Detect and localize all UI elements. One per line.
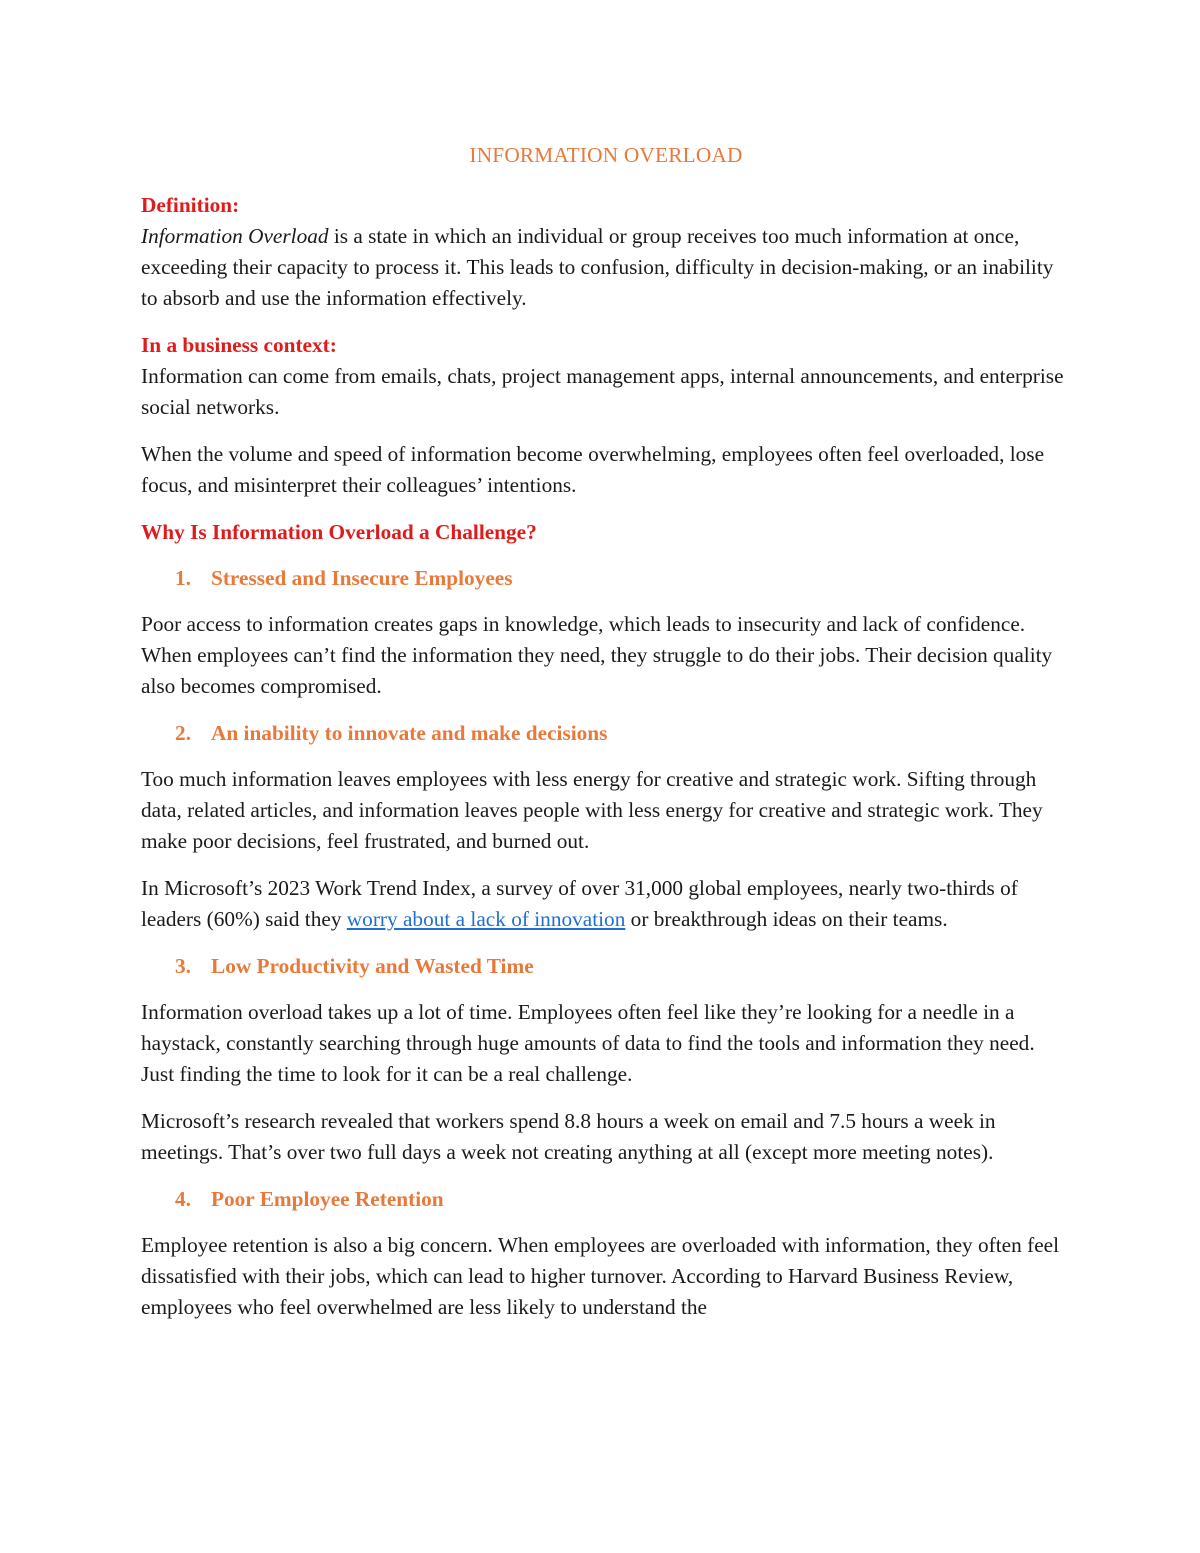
challenge-item-2-paragraph-2: [141, 873, 1071, 935]
challenge-item-3-heading: [141, 951, 1071, 982]
challenge-item-2-heading: [141, 718, 1071, 749]
list-item-title: Stressed and Insecure Employees: [211, 566, 513, 590]
definition-term: Information Overload: [141, 224, 329, 248]
page-title: INFORMATION OVERLOAD: [469, 143, 743, 167]
business-paragraph-2: When the volume and speed of information become overwhelming, employees often feel overloaded, lose focus, and misinterpret their colleagues’ intentions.: [141, 442, 1045, 497]
list-item-title: An inability to innovate and make decisions: [211, 721, 608, 745]
innovation-link[interactable]: worry about a lack of innovation: [346, 907, 626, 931]
paragraph-text-before-link: In Microsoft’s 2023 Work Trend Index, a survey of over 31,000 global employees, nearly two-thirds of leaders (60%) said they: [141, 876, 1018, 931]
list-item-title: Low Productivity and Wasted Time: [211, 954, 534, 978]
list-number: 2.: [175, 721, 191, 745]
challenge-item-1-paragraph: Poor access to information creates gaps in knowledge, which leads to insecurity and lack of confidence. When employees can’t find the information they need, they struggle to do their jobs. Their decision quality also becomes compromised.: [141, 612, 1053, 698]
list-number: 3.: [175, 954, 191, 978]
challenge-item-4-paragraph: Employee retention is also a big concern. When employees are overloaded with information, they often feel dissatisfied with their jobs, which can lead to higher turnover. According to Harvard Business Review, employees who feel overwhelmed are less likely to understand the: [141, 1233, 1060, 1319]
paragraph-text-after-link: or breakthrough ideas on their teams.: [625, 907, 948, 931]
challenge-heading: Why Is Information Overload a Challenge?: [141, 520, 537, 544]
challenge-item-3-paragraph-2: Microsoft’s research revealed that workers spend 8.8 hours a week on email and 7.5 hours a week in meetings. That’s over two full days a week not creating anything at all (except more meeting notes).: [141, 1109, 996, 1164]
definition-paragraph: [141, 221, 1071, 314]
list-item-title: Poor Employee Retention: [211, 1187, 444, 1211]
business-context-heading: In a business context:: [141, 333, 337, 357]
list-number: 1.: [175, 566, 191, 590]
list-number: 4.: [175, 1187, 191, 1211]
challenge-item-2-paragraph-1: Too much information leaves employees with less energy for creative and strategic work. Sifting through data, related articles, and information leaves people with less energy for creative and strategic work. They make poor decisions, feel frustrated, and burned out.: [141, 767, 1043, 853]
challenge-item-1-heading: [141, 563, 1071, 594]
document-body: [141, 140, 1071, 1339]
challenge-item-4-heading: [141, 1184, 1071, 1215]
challenge-item-3-paragraph-1: Information overload takes up a lot of time. Employees often feel like they’re looking for a needle in a haystack, constantly searching through huge amounts of data to find the tools and information they need. Just finding the time to look for it can be a real challenge.: [141, 1000, 1035, 1086]
business-paragraph-1: Information can come from emails, chats, project management apps, internal announcements, and enterprise social networks.: [141, 364, 1064, 419]
definition-heading: Definition:: [141, 193, 240, 217]
definition-text: is a state in which an individual or group receives too much information at once, exceeding their capacity to process it. This leads to confusion, difficulty in decision-making, or an inability to absorb and use the information effectively.: [141, 224, 1054, 310]
